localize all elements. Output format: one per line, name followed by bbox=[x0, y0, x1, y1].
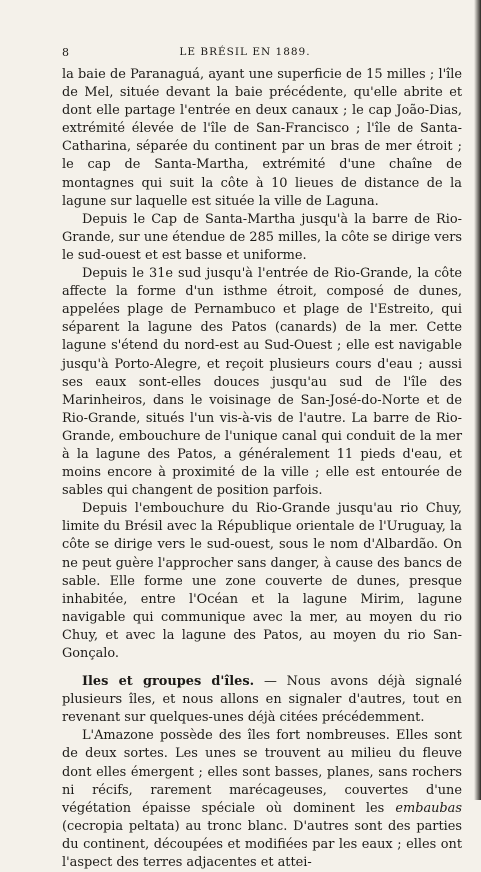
section-intro: — Nous avons déjà signalé plusieurs îles, et nous allons en signaler d'autres, tout en revenant sur quelques-unes déjà citées précédemment. bbox=[62, 674, 463, 726]
amazon-text-2: (cecropia peltata) au tronc blanc. D'autres sont des parties du continent, découpées et modifiées par les eaux ; elles ont l'aspect des terres adjacentes et attei- bbox=[62, 818, 462, 871]
paragraph-2: Depuis le Cap de Santa-Martha jusqu'à la barre de Rio-Grande, sur une étendue de 285 milles, la côte se dirige vers le sud-ouest et est basse et uniforme. bbox=[62, 211, 462, 263]
paragraph-3: Depuis le 31e sud jusqu'à l'entrée de Rio-Grande, la côte affecte la forme d'un isthme étroit, composé de dunes, appelées plage de Pernambuco et plage de l'Estreito, qui séparent la lagune des Patos (canards) de la mer. Cette lagune s'étend du nord-est au Sud-Ouest ; elle est navigable jusqu'à Porto-Alegre, et reçoit plusieurs cours d'eau ; aussi ses eaux sont-elles douces jusqu'au sud de l'île des Marinheiros, dans le voisinage de San-José-do-Norte et de Rio-Grande, situés l'un vis-à-vis de l'autre. La barre de Rio-Grande, embouchure de l'unique canal qui conduit de la mer à la lagune des Patos, a généralement 11 pieds d'eau, et moins encore à proximité de la ville ; elle est entourée de sables qui changent de position parfois. bbox=[62, 266, 462, 499]
amazon-text-1: L'Amazone possède des îles fort nombreuses. Elles sont de deux sortes. Les unes se trouvent au milieu du fleuve dont elles émergent ; elles sont basses, planes, sans rochers ni récifs, rarement marécageuses, couvertes d'une végétation épaisse spéciale où dominent les bbox=[62, 728, 462, 816]
section-paragraph bbox=[62, 673, 462, 727]
running-header bbox=[62, 46, 428, 62]
body-text bbox=[62, 66, 462, 872]
page-edge-shadow bbox=[474, 0, 481, 800]
section-heading: Iles et groupes d'îles. bbox=[82, 674, 255, 690]
page-number: 8 bbox=[62, 46, 70, 59]
paragraph-1: la baie de Paranaguá, ayant une superficie de 15 milles ; l'île de Mel, située devant la baie précédente, qu'elle abrite et dont elle partage l'entrée en deux canaux ; le cap João-Dias, extrémité élevée de l'île de San-Francisco ; l'île de Santa-Catharina, séparée du continent par un bras de mer étroit ; le cap de Santa-Martha, extrémité d'une chaîne de montagnes qui suit la côte à 10 lieues de distance de la lagune sur laquelle est située la ville de Laguna. bbox=[62, 67, 462, 209]
running-title: LE BRÉSIL EN 1889. bbox=[179, 46, 311, 58]
amazon-italic-term: embaubas bbox=[395, 800, 462, 816]
paragraph-4: Depuis l'embouchure du Rio-Grande jusqu'au rio Chuy, limite du Brésil avec la République orientale de l'Uruguay, la côte se dirige vers le sud-ouest, sous le nom d'Albardão. On ne peut guère l'approcher sans danger, à cause des bancs de sable. Elle forme une zone couverte de dunes, presque inhabitée, entre l'Océan et la lagune Mirim, lagune navigable qui communique avec la mer, au moyen du rio Chuy, et avec la lagune des Patos, au moyen du rio San-Gonçalo. bbox=[62, 501, 462, 661]
